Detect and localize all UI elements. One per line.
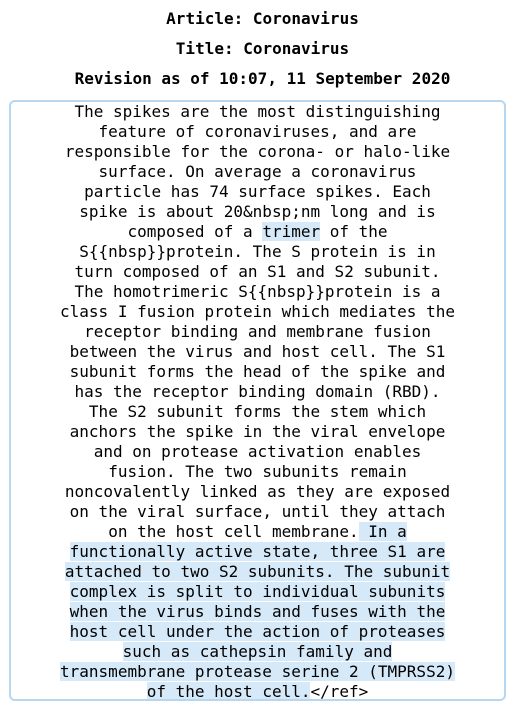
page-header <box>0 0 525 94</box>
revision-text-area[interactable] <box>9 100 506 701</box>
ref-end-tag: </ref> <box>310 682 369 701</box>
highlighted-word-trimer: trimer <box>262 222 321 241</box>
revision-label: Revision as of 10:07, 11 September 2020 <box>74 69 451 88</box>
highlighted-passage: In a functionally active state, three S1 are attached to two S2 subunits. The subunit complex is split to individual subunits when the virus binds and fuses with the host cell under the action of proteases such as cathepsin family and transmembrane protease serine 2 (TMPRSS2) of the host cell. <box>60 522 455 701</box>
text-before-trimer: The spikes are the most distinguishing feature of coronaviruses, and are responsible for the corona- or halo-like surface. On average a coronavirus particle has 74 surface spikes. Each spike is about 20&nbsp;nm long and is composed of a <box>64 102 451 241</box>
article-label: Article: Coronavirus <box>166 9 359 28</box>
title-label: Title: Coronavirus <box>175 39 350 58</box>
text-after-trimer: of the S{{nbsp}}protein. The S protein is in turn composed of an S1 and S2 subunit. The homotrimeric S{{nbsp}}protein is a class I fusion protein which mediates the receptor binding and membrane fusion between the virus and host cell. The S1 subunit forms the head of the spike and has the receptor binding domain (RBD). The S2 subunit forms the stem which anchors the spike in the viral envelope and on protease activation enables fusion. The two subunits remain noncovalently linked as they are exposed on the viral surface, until they attach on the host cell membrane. <box>60 222 455 541</box>
